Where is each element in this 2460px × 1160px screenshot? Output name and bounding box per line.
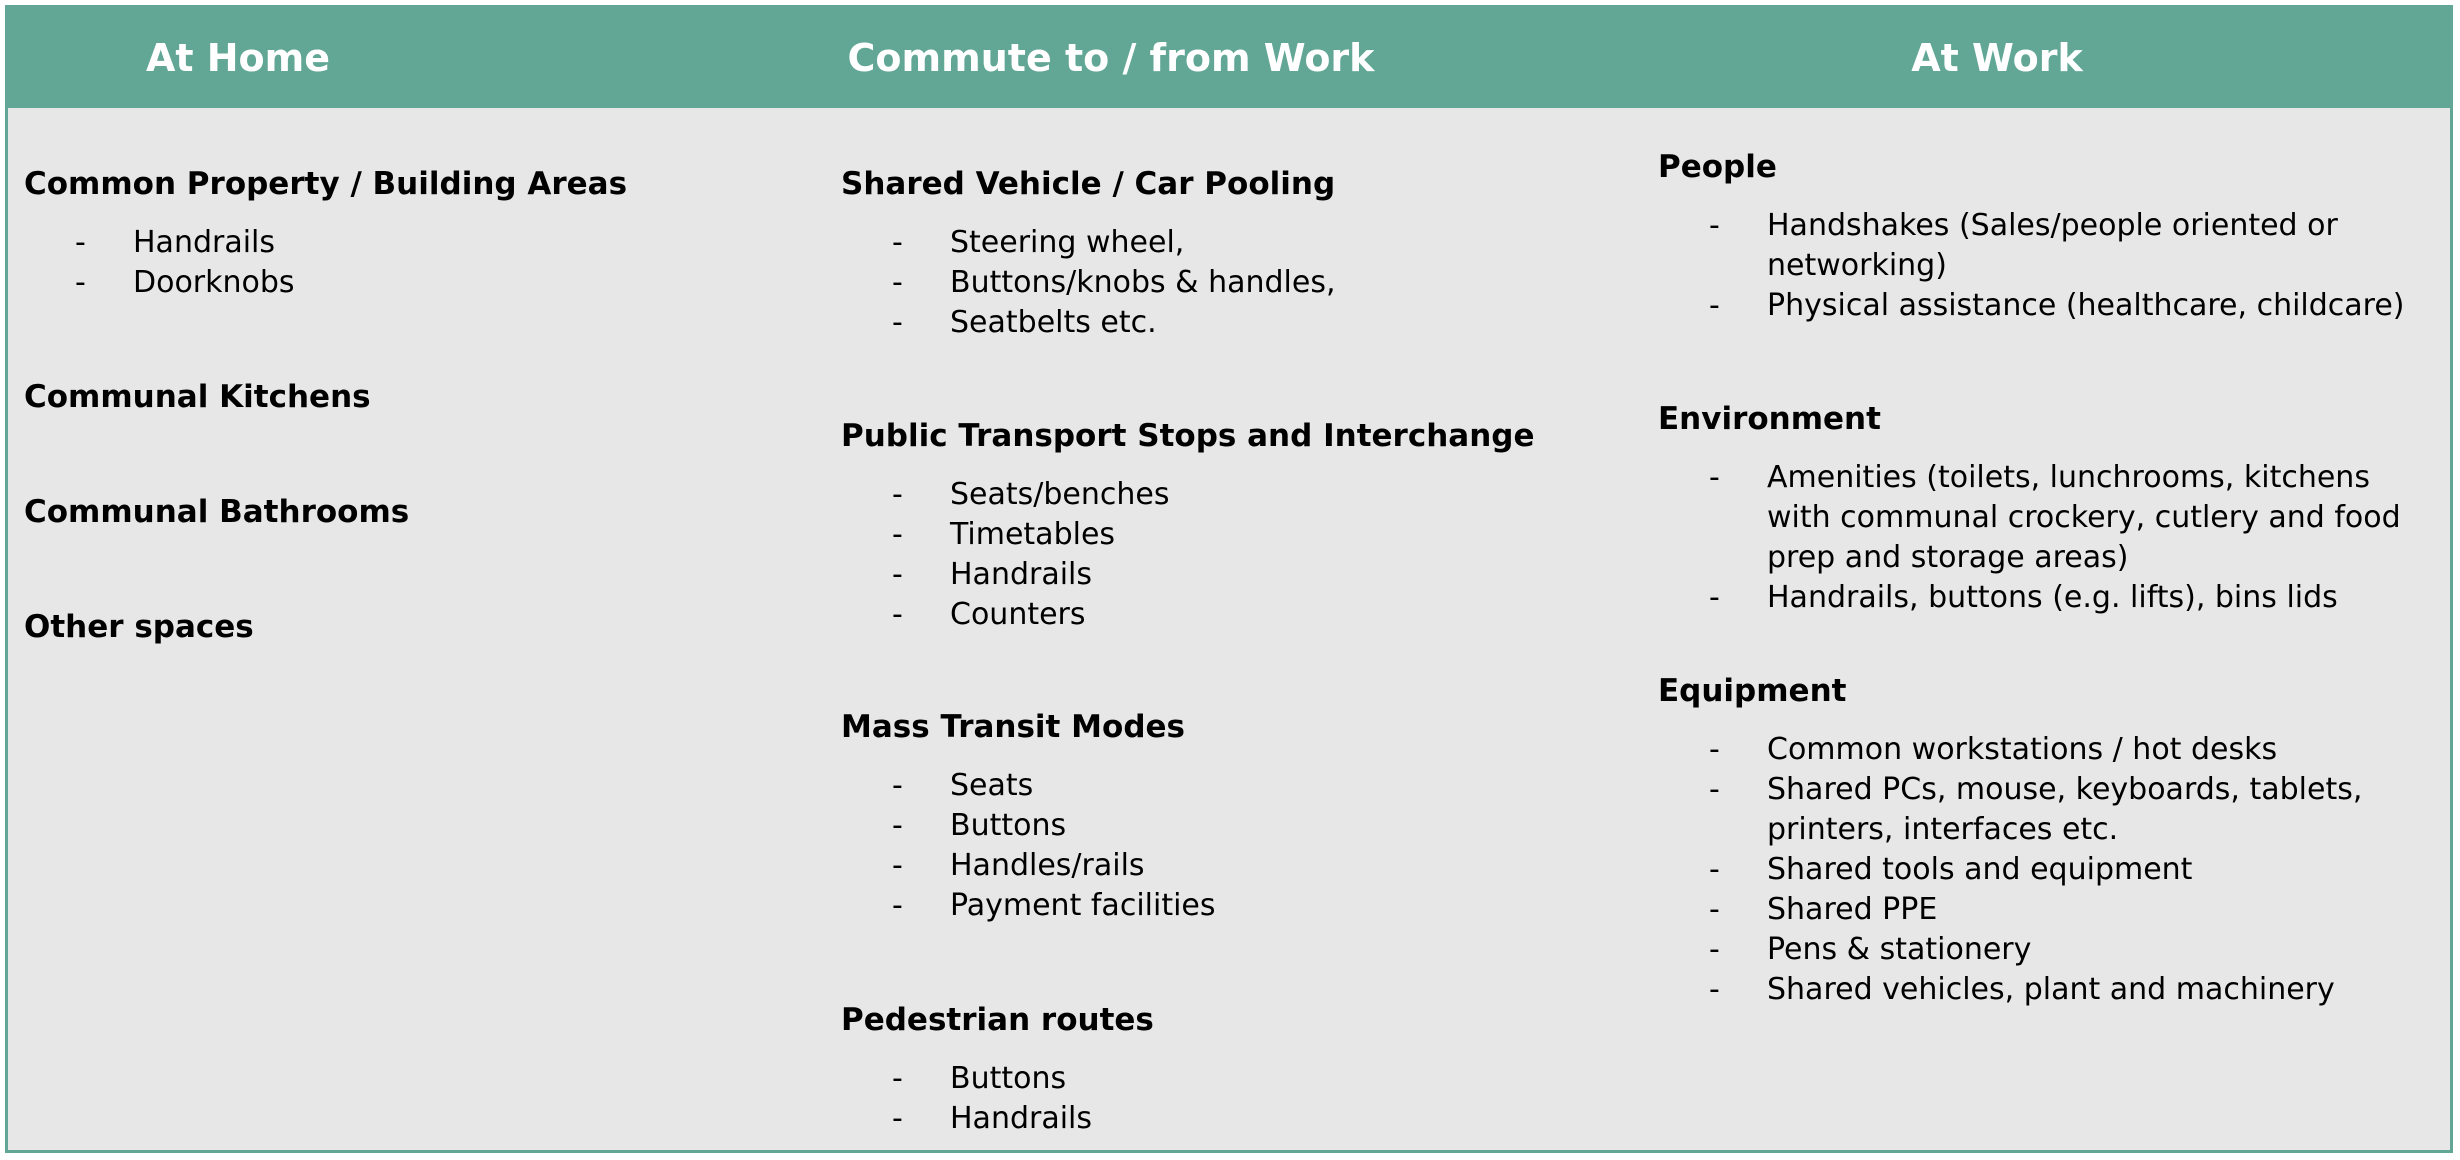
column-commute (841, 108, 1621, 1150)
list-item: - Handrails, buttons (e.g. lifts), bins lids (1709, 580, 2338, 615)
section-title: Common Property / Building Areas (24, 166, 628, 202)
list-item: - Common workstations / hot desks (1709, 732, 2278, 767)
item-list (1658, 458, 2438, 618)
list-item: - Handrails (75, 225, 276, 260)
section-title: Other spaces (24, 609, 254, 645)
section-common-property (24, 165, 804, 303)
section-title: Shared Vehicle / Car Pooling (841, 166, 1336, 202)
list-item: - Buttons/knobs & handles, (892, 265, 1336, 300)
list-item: - Shared PCs, mouse, keyboards, tablets, printers, interfaces etc. (1709, 772, 2363, 847)
section-title: Pedestrian routes (841, 1002, 1154, 1038)
section-title: Mass Transit Modes (841, 709, 1185, 745)
section-people (1658, 148, 2438, 326)
section-public-transport (841, 417, 1621, 635)
item-list (841, 475, 1621, 635)
section-other-spaces (24, 608, 804, 646)
column-at-home (24, 108, 804, 1150)
section-title: Communal Kitchens (24, 379, 371, 415)
list-item: - Shared tools and equipment (1709, 852, 2193, 887)
list-item: - Shared PPE (1709, 892, 1938, 927)
list-item: - Buttons (892, 808, 1067, 843)
list-item: - Amenities (toilets, lunchrooms, kitchens with communal crockery, cutlery and food prep and storage areas) (1709, 460, 2401, 575)
section-title: Communal Bathrooms (24, 494, 410, 530)
section-title: Public Transport Stops and Interchange (841, 418, 1535, 454)
list-item: - Payment facilities (892, 888, 1216, 923)
item-list (841, 766, 1621, 926)
section-communal-kitchens (24, 378, 804, 416)
list-item: - Timetables (892, 517, 1116, 552)
header-at-home: At Home (145, 36, 331, 80)
list-item: - Pens & stationery (1709, 932, 2032, 967)
section-shared-vehicle (841, 165, 1621, 343)
table-header (8, 8, 2450, 108)
item-list (841, 1059, 1621, 1139)
list-item: - Seats (892, 768, 1034, 803)
column-at-work (1658, 108, 2438, 1150)
list-item: - Physical assistance (healthcare, childcare) (1709, 288, 2405, 323)
section-title: Equipment (1658, 673, 1847, 709)
section-title: People (1658, 149, 1777, 185)
list-item: - Handrails (892, 557, 1093, 592)
item-list (24, 223, 804, 303)
section-communal-bathrooms (24, 493, 804, 531)
list-item: - Handrails (892, 1101, 1093, 1136)
list-item: - Shared vehicles, plant and machinery (1709, 972, 2335, 1007)
list-item: - Handles/rails (892, 848, 1145, 883)
item-list (1658, 206, 2438, 326)
section-title: Environment (1658, 401, 1881, 437)
item-list (1658, 730, 2438, 1010)
hazard-table (5, 5, 2453, 1153)
section-pedestrian-routes (841, 1001, 1621, 1139)
header-commute: Commute to / from Work (847, 36, 1375, 80)
list-item: - Seats/benches (892, 477, 1170, 512)
list-item: - Counters (892, 597, 1086, 632)
section-equipment (1658, 672, 2438, 1010)
header-at-work: At Work (1911, 36, 2083, 80)
item-list (841, 223, 1621, 343)
list-item: - Doorknobs (75, 265, 295, 300)
list-item: - Steering wheel, (892, 225, 1185, 260)
list-item: - Handshakes (Sales/people oriented or networking) (1709, 208, 2338, 283)
list-item: - Seatbelts etc. (892, 305, 1157, 340)
section-environment (1658, 400, 2438, 618)
section-mass-transit (841, 708, 1621, 926)
list-item: - Buttons (892, 1061, 1067, 1096)
